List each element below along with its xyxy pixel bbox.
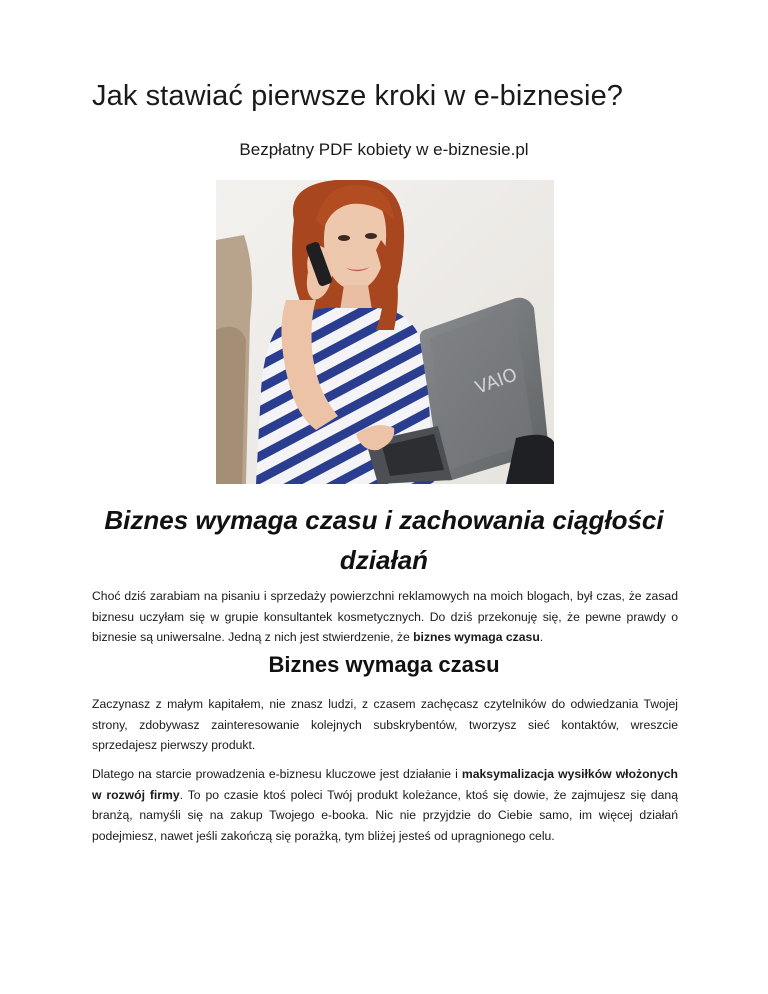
section-heading: Biznes wymaga czasu i zachowania ciągłości działań (104, 505, 664, 575)
paragraph-1-end: . (539, 630, 544, 644)
laptop-logo: VAIO (472, 364, 521, 399)
photo-illustration (216, 180, 554, 484)
paragraph-1-bold: biznes wymaga czasu (413, 630, 540, 644)
document-title: Jak stawiać pierwsze kroki w e-biznesie? (92, 80, 624, 112)
document-subtitle: Bezpłatny PDF kobiety w e-biznesie.pl (239, 140, 529, 159)
paragraph-1 (92, 586, 678, 648)
paragraph-3-end: . To po czasie ktoś poleci Twój produkt koleżance, ktoś się dowie, że zajmujesz się daną branżą, namyśli się na zakup Twojego e-booka. Nic nie przyjdzie do Ciebie samo, im więcej działań podejmiesz, nawet jeśli zakończą się porażką, tym bliżej jesteś od upragnionego celu. (92, 787, 678, 843)
paragraph-3 (92, 764, 678, 846)
paragraph-3-bold: maksymalizacja wysiłków włożonych w rozwój firmy (92, 767, 678, 802)
paragraph-3-start: Dlatego na starcie prowadzenia e-biznesu kluczowe jest działanie i (92, 767, 462, 781)
subheading: Biznes wymaga czasu (268, 652, 500, 677)
paragraph-1-text: Choć dziś zarabiam na pisaniu i sprzedaży powierzchni reklamowych na moich blogach, był czas, że zasad biznesu uczyłam się w grupie konsultantek kosmetycznych. Do dziś przekonuję się, że pewne prawdy o biznesie są uniwersalne. Jedną z nich jest stwierdzenie, że (92, 589, 678, 644)
author-photo (216, 180, 554, 484)
paragraph-2: Zaczynasz z małym kapitałem, nie znasz ludzi, z czasem zachęcasz czytelników do odwiedzania Twojej strony, zdobywasz zainteresowanie kolejnych subskrybentów, tworzysz sieć kontaktów, wreszcie sprzedajesz pierwszy produkt. (92, 697, 678, 752)
